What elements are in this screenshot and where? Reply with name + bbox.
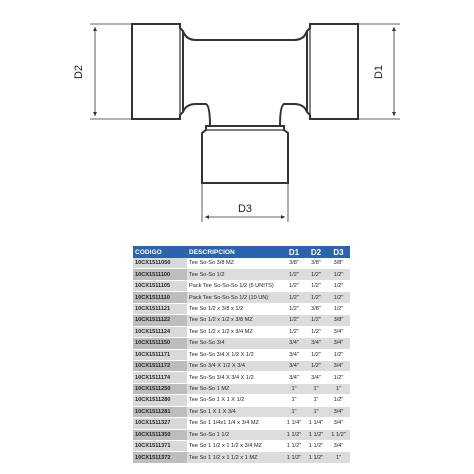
d2-cell: 3/8" [305, 303, 327, 314]
d3-cell: 3/4" [327, 338, 350, 349]
table-row [133, 315, 350, 326]
d3-cell: 1 1/2" [327, 429, 350, 440]
d3-cell: 3/4" [327, 326, 350, 337]
d1-cell: 3/8" [283, 258, 305, 269]
description-cell: Tee So 1 X 1 X 3/4 [187, 406, 283, 417]
description-cell: Tee So 1/2 x 1/2 x 3/8 MZ [187, 315, 283, 326]
d1-cell: 1 1/2" [283, 452, 305, 463]
table-body [133, 258, 350, 463]
description-cell: Pack Tee So-So-So 1/2 (5 UNITS) [187, 280, 283, 291]
right-socket-outline [307, 24, 358, 119]
code-cell: 10CX1511281 [133, 406, 187, 417]
table-row [133, 429, 350, 440]
code-cell: 10CX1511174 [133, 372, 187, 383]
d3-label: D3 [237, 203, 253, 215]
header-d3: D3 [327, 246, 350, 258]
table-row [133, 269, 350, 280]
d2-cell: 1" [305, 395, 327, 406]
description-cell: Tee So 1 1/2 x 1 1/2 x 1 MZ [187, 452, 283, 463]
header-d1: D1 [283, 246, 305, 258]
d2-cell: 3/8" [305, 258, 327, 269]
d1-cell: 1/2" [283, 280, 305, 291]
description-cell: Tee So-So 1 1/2 [187, 429, 283, 440]
code-cell: 10CX1511371 [133, 441, 187, 452]
d3-cell: 3/4" [327, 418, 350, 429]
tee-body-outline [183, 31, 307, 126]
table-row [133, 441, 350, 452]
description-cell: Tee So 1 1/2 x 1 1/2 x 3/4 MZ [187, 441, 283, 452]
d2-cell: 3/4" [305, 338, 327, 349]
d1-cell: 1/2" [283, 292, 305, 303]
d2-cell: 1" [305, 406, 327, 417]
d2-cell: 3/4" [305, 372, 327, 383]
description-cell: Tee So 1 1/4x1 1/4 x 3/4 MZ [187, 418, 283, 429]
description-cell: Tee So 3/4 X 1/2 X 3/4 [187, 360, 283, 371]
description-cell: Tee So 1/2 x 3/8 x 1/2 [187, 303, 283, 314]
d1-cell: 1/2" [283, 269, 305, 280]
d2-cell: 1 1/4" [305, 418, 327, 429]
code-cell: 10CX1511372 [133, 452, 187, 463]
code-cell: 10CX1511150 [133, 338, 187, 349]
d3-cell: 3/4" [327, 360, 350, 371]
description-cell: Tee So-So 1/2 [187, 269, 283, 280]
header-d2: D2 [305, 246, 327, 258]
d1-cell: 3/4" [283, 360, 305, 371]
description-cell: Pack Tee So-So-So 1/2 (10 UN) [187, 292, 283, 303]
description-cell: Tee So-So 1 X 1 X 1/2 [187, 395, 283, 406]
d3-cell: 1/2" [327, 292, 350, 303]
code-cell: 10CX1511122 [133, 315, 187, 326]
code-cell: 10CX1511121 [133, 303, 187, 314]
d1-cell: 1/2" [283, 326, 305, 337]
table-row [133, 326, 350, 337]
d1-cell: 1 1/2" [283, 441, 305, 452]
d1-cell: 1" [283, 406, 305, 417]
d2-cell: 1 1/2" [305, 429, 327, 440]
code-cell: 10CX1511280 [133, 395, 187, 406]
header-descripcion: DESCRIPCION [187, 246, 283, 258]
d1-cell: 3/4" [283, 349, 305, 360]
d3-cell: 1/2" [327, 303, 350, 314]
description-cell: Tee So 1/2 x 1/2 x 3/4 MZ [187, 326, 283, 337]
code-cell: 10CX1511350 [133, 429, 187, 440]
code-cell: 10CX1511171 [133, 349, 187, 360]
header-codigo: CODIGO [133, 246, 187, 258]
table-row [133, 395, 350, 406]
d1-cell: 1 1/2" [283, 429, 305, 440]
d3-cell: 1/2" [327, 349, 350, 360]
d2-cell: 1/2" [305, 349, 327, 360]
spec-table [133, 246, 350, 464]
d3-cell: 3/4" [327, 441, 350, 452]
d1-cell: 1 1/4" [283, 418, 305, 429]
left-socket-outline [132, 24, 183, 119]
code-cell: 10CX1511124 [133, 326, 187, 337]
d2-cell: 1/2" [305, 315, 327, 326]
description-cell: Tee So-So 1 MZ [187, 383, 283, 394]
d2-cell: 1/2" [305, 280, 327, 291]
table-row [133, 406, 350, 417]
table-row [133, 338, 350, 349]
table-row [133, 349, 350, 360]
d1-cell: 3/4" [283, 372, 305, 383]
d3-cell: 1/2" [327, 395, 350, 406]
d1-label: D1 [373, 64, 385, 80]
bottom-socket-outline [202, 126, 288, 183]
table-row [133, 372, 350, 383]
table-row [133, 383, 350, 394]
d3-cell: 3/8" [327, 258, 350, 269]
d2-cell: 1/2" [305, 292, 327, 303]
table-row [133, 258, 350, 269]
d1-cell: 1/2" [283, 315, 305, 326]
code-cell: 10CX1511100 [133, 269, 187, 280]
d3-cell: 1" [327, 383, 350, 394]
d1-cell: 1/2" [283, 303, 305, 314]
d1-cell: 1" [283, 383, 305, 394]
d2-label: D2 [73, 64, 85, 80]
description-cell: Tee So-So 3/4 X 1/2 X 1/2 [187, 349, 283, 360]
d2-cell: 1 1/2" [305, 452, 327, 463]
d3-cell: 3/8" [327, 315, 350, 326]
d3-cell: 1/2" [327, 372, 350, 383]
table-row [133, 360, 350, 371]
table-header-row [133, 246, 350, 258]
code-cell: 10CX1511110 [133, 292, 187, 303]
code-cell: 10CX1511250 [133, 383, 187, 394]
code-cell: 10CX1511172 [133, 360, 187, 371]
code-cell: 10CX1511105 [133, 280, 187, 291]
description-cell: Tee So-So 3/4 [187, 338, 283, 349]
d2-cell: 1 1/2" [305, 441, 327, 452]
d1-cell: 3/4" [283, 338, 305, 349]
table-row [133, 303, 350, 314]
table-row [133, 452, 350, 463]
d2-cell: 1/2" [305, 326, 327, 337]
table-row [133, 280, 350, 291]
d2-cell: 1/2" [305, 269, 327, 280]
code-cell: 10CX1511327 [133, 418, 187, 429]
d3-cell: 3/4" [327, 406, 350, 417]
d1-cell: 1" [283, 395, 305, 406]
d3-cell: 1/2" [327, 280, 350, 291]
code-cell: 10CX1511050 [133, 258, 187, 269]
description-cell: Tee So-So 3/8 MZ [187, 258, 283, 269]
description-cell: Tee So-So 3/4 X 3/4 X 1/2 [187, 372, 283, 383]
d3-cell: 1" [327, 452, 350, 463]
d2-cell: 1" [305, 383, 327, 394]
d2-cell: 1/2" [305, 360, 327, 371]
table-row [133, 418, 350, 429]
d3-cell: 1/2" [327, 269, 350, 280]
table-row [133, 292, 350, 303]
